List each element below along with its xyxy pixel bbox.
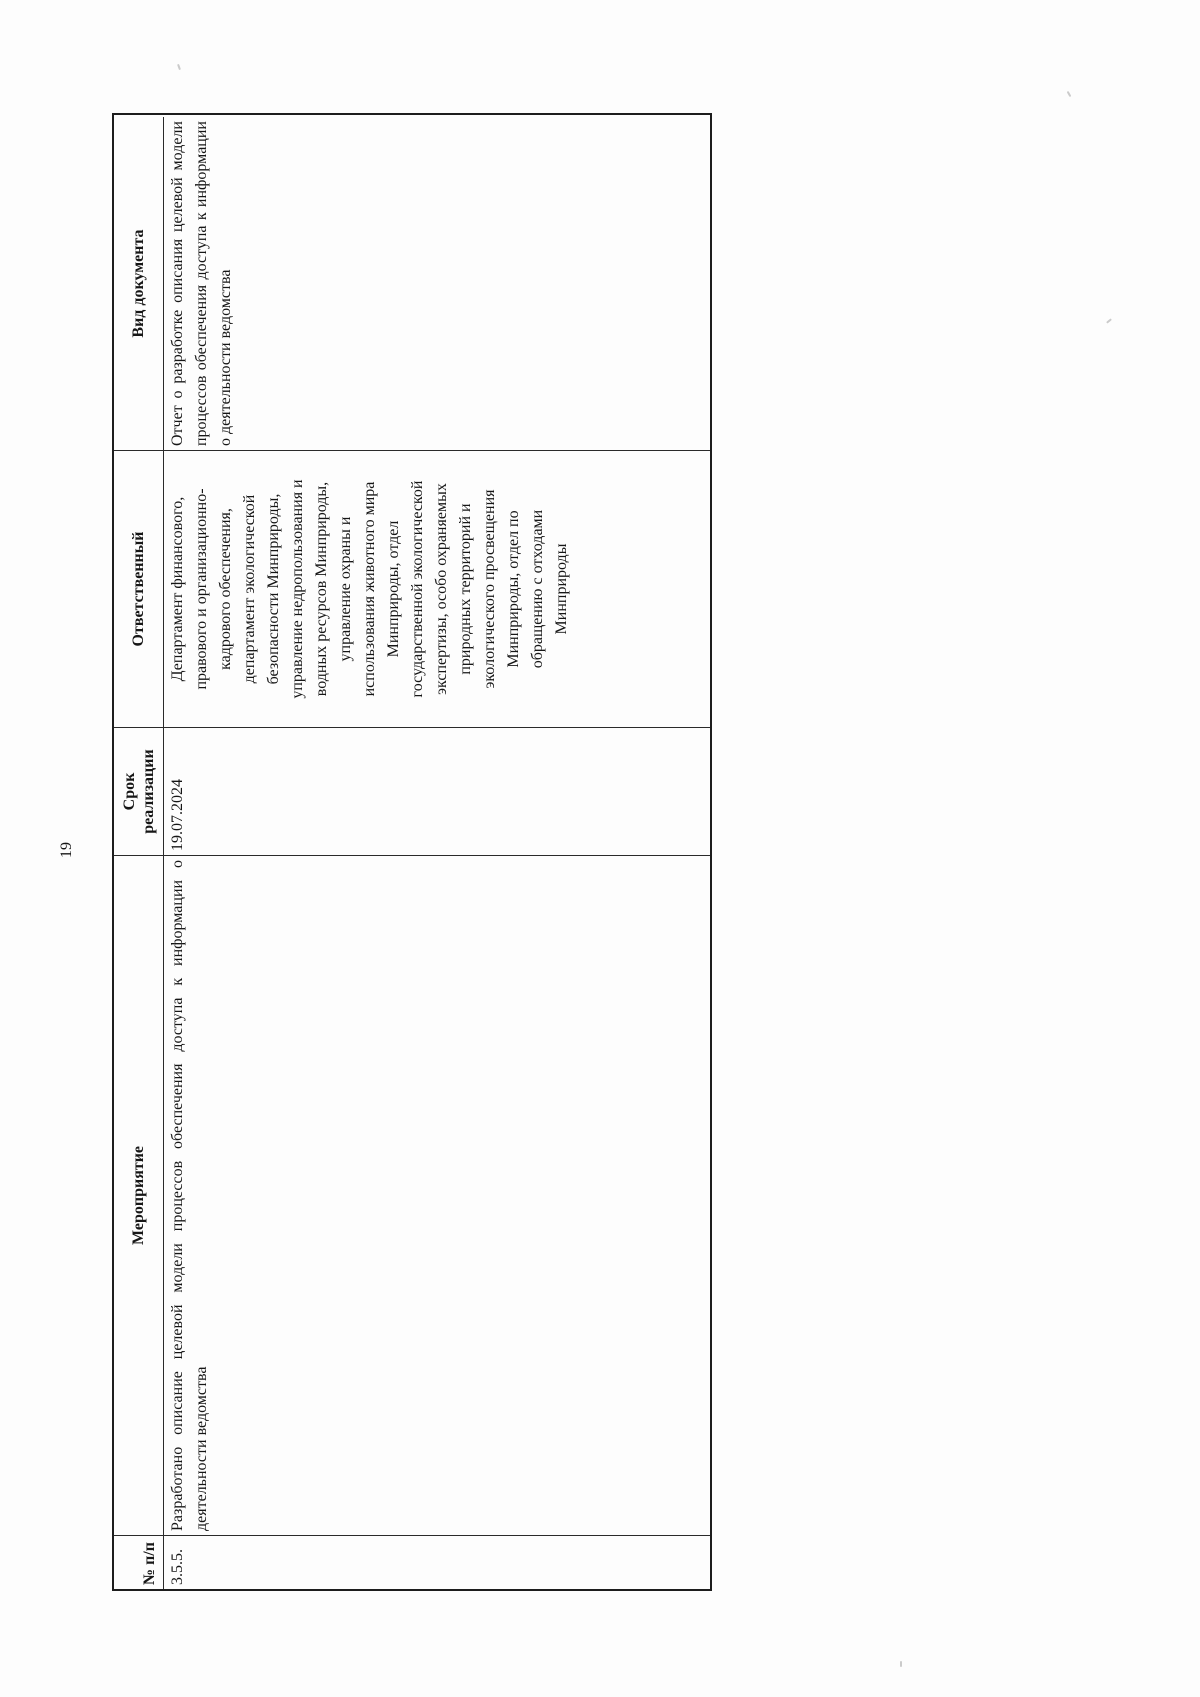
- responsible-line: Департамент финансового,: [169, 496, 186, 682]
- header-deadline-line2: реализации: [139, 749, 157, 834]
- header-deadline-line1: Срок: [120, 772, 138, 811]
- responsible-line: экспертизы, особо охраняемых: [433, 483, 450, 695]
- scan-speck: [1106, 318, 1112, 323]
- events-table: [112, 113, 712, 1591]
- scan-speck: [177, 64, 181, 70]
- header-responsible: Ответственный: [114, 450, 164, 727]
- responsible-line: экологического просвещения: [481, 489, 498, 689]
- row-deadline: 19.07.2024: [164, 727, 710, 855]
- responsible-line: Минприроды, отдел по: [505, 510, 522, 668]
- responsible-line: природных территорий и: [457, 503, 474, 675]
- rotated-table-wrapper: [112, 113, 712, 1591]
- responsible-line: управление охраны и: [337, 516, 354, 662]
- responsible-line: обращению с отходами: [529, 509, 546, 669]
- page-number-text: 19: [58, 842, 75, 858]
- responsible-line: правового и организационно-: [193, 488, 210, 690]
- responsible-line: управление недропользования и: [289, 479, 306, 699]
- row-num: 3.5.5.: [164, 1535, 710, 1589]
- header-num: № п/п: [114, 1535, 164, 1589]
- header-deadline: [114, 727, 164, 855]
- row-event: Разработано описание целевой модели процессов обеспечения доступа к информации о деятельности ведомства: [164, 855, 710, 1535]
- page-number: [60, 838, 74, 862]
- responsible-line: государственной экологической: [409, 480, 426, 698]
- header-event: Мероприятие: [114, 855, 164, 1535]
- responsible-line: водных ресурсов Минприроды,: [313, 481, 330, 697]
- row-responsible: [164, 450, 710, 727]
- responsible-line: кадрового обеспечения,: [217, 508, 234, 670]
- responsible-line: департамент экологической: [241, 494, 258, 684]
- header-doc-type: Вид документа: [114, 117, 164, 450]
- responsible-line: использования животного мира: [361, 481, 378, 697]
- scan-speck: [900, 1661, 902, 1667]
- responsible-line: Минприроды, отдел: [385, 520, 402, 658]
- scan-speck: [1067, 91, 1072, 97]
- responsible-line: безопасности Минприроды,: [265, 493, 282, 685]
- row-doc-type: Отчет о разработке описания целевой модели процессов обеспечения доступа к информации о деятельности ведомства: [169, 121, 234, 446]
- responsible-line: Минприроды: [553, 543, 570, 635]
